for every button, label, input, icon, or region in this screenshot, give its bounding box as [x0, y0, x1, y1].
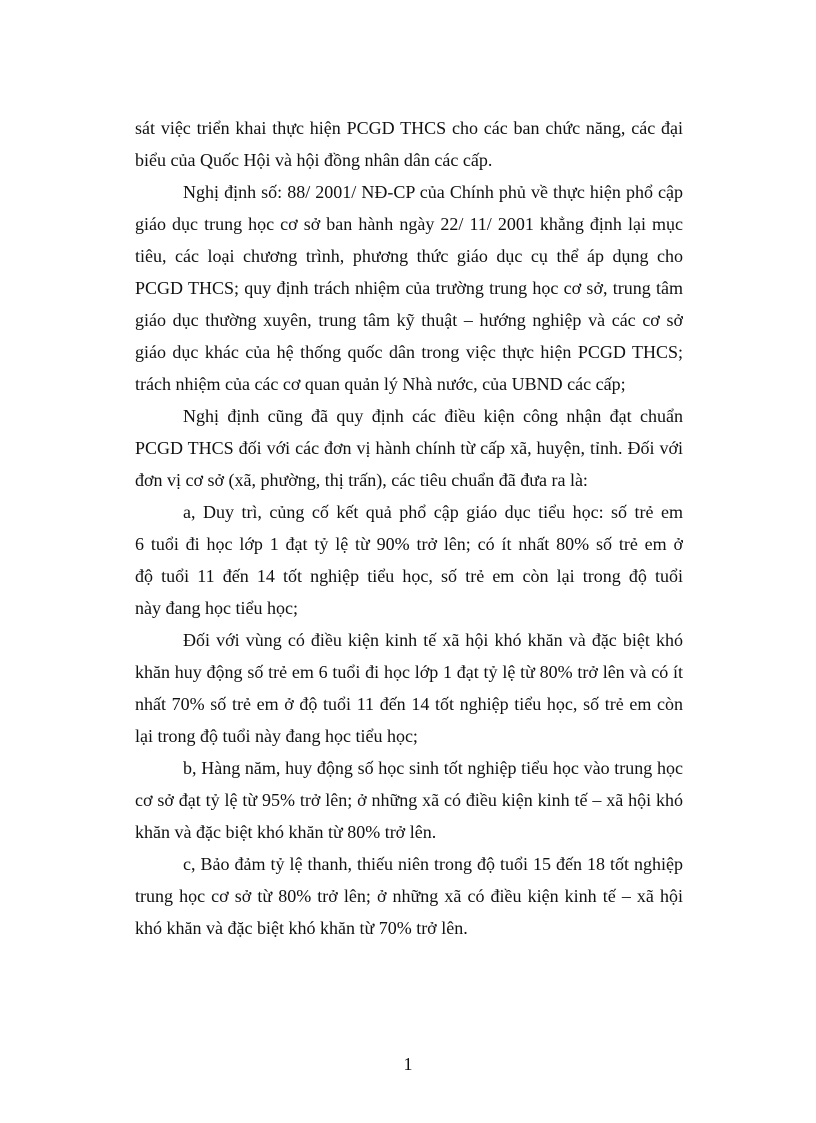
text-line: c, Bảo đảm tỷ lệ thanh, thiếu niên trong độ tuổi 15 đến 18 tốt nghiệp [183, 854, 683, 874]
paragraph-criterion-a [135, 496, 683, 624]
text-line: đơn vị cơ sở (xã, phường, thị trấn), các tiêu chuẩn đã đưa ra là: [135, 470, 588, 490]
text-line: khó khăn và đặc biệt khó khăn từ 70% trở lên. [135, 918, 468, 938]
paragraph-recognition-conditions [135, 400, 683, 496]
text-line: lại trong độ tuổi này đang học tiểu học; [135, 726, 418, 746]
text-line: tiêu, các loại chương trình, phương thức giáo dục cụ thể áp dụng cho [135, 246, 683, 266]
text-line: trung học cơ sở từ 80% trở lên; ở những xã có điều kiện kinh tế – xã hội [135, 886, 683, 906]
text-line: giáo dục trung học cơ sở ban hành ngày 22/ 11/ 2001 khẳng định lại mục [135, 214, 683, 234]
text-line: giáo dục thường xuyên, trung tâm kỹ thuật – hướng nghiệp và các cơ sở [135, 310, 683, 330]
paragraph-criterion-c [135, 848, 683, 944]
text-line: giáo dục khác của hệ thống quốc dân trong việc thực hiện PCGD THCS; [135, 342, 683, 362]
text-line: Đối với vùng có điều kiện kinh tế xã hội khó khăn và đặc biệt khó [183, 630, 683, 650]
text-line: Nghị định cũng đã quy định các điều kiện công nhận đạt chuẩn [183, 406, 683, 426]
text-line: nhất 70% số trẻ em ở độ tuổi 11 đến 14 tốt nghiệp tiểu học, số trẻ em còn [135, 694, 683, 714]
text-line: 6 tuổi đi học lớp 1 đạt tỷ lệ từ 90% trở lên; có ít nhất 80% số trẻ em ở [135, 534, 683, 554]
text-line: PCGD THCS đối với các đơn vị hành chính từ cấp xã, huyện, tỉnh. Đối với [135, 438, 683, 458]
text-line: a, Duy trì, củng cố kết quả phổ cập giáo dục tiểu học: số trẻ em [183, 502, 683, 522]
text-line: b, Hàng năm, huy động số học sinh tốt nghiệp tiểu học vào trung học [183, 758, 683, 778]
text-line: biểu của Quốc Hội và hội đồng nhân dân các cấp. [135, 150, 493, 170]
text-line: PCGD THCS; quy định trách nhiệm của trường trung học cơ sở, trung tâm [135, 278, 683, 298]
text-line: sát việc triển khai thực hiện PCGD THCS cho các ban chức năng, các đại [135, 118, 683, 138]
paragraph-criterion-b [135, 752, 683, 848]
text-line: độ tuổi 11 đến 14 tốt nghiệp tiểu học, số trẻ em còn lại trong độ tuổi [135, 566, 683, 586]
paragraph-decree-88 [135, 176, 683, 400]
text-line: này đang học tiểu học; [135, 598, 298, 618]
paragraph-difficult-areas [135, 624, 683, 752]
text-line: Nghị định số: 88/ 2001/ NĐ-CP của Chính phủ về thực hiện phổ cập [183, 182, 683, 202]
text-line: khăn huy động số trẻ em 6 tuổi đi học lớp 1 đạt tỷ lệ từ 80% trở lên và có ít [135, 662, 683, 682]
page-number: 1 [403, 1054, 413, 1074]
text-line: khăn và đặc biệt khó khăn từ 80% trở lên. [135, 822, 437, 842]
text-line: trách nhiệm của các cơ quan quản lý Nhà nước, của UBND các cấp; [135, 374, 626, 394]
document-body [135, 112, 683, 944]
text-line: cơ sở đạt tỷ lệ từ 95% trở lên; ở những xã có điều kiện kinh tế – xã hội khó [135, 790, 683, 810]
paragraph-continuation [135, 112, 683, 176]
